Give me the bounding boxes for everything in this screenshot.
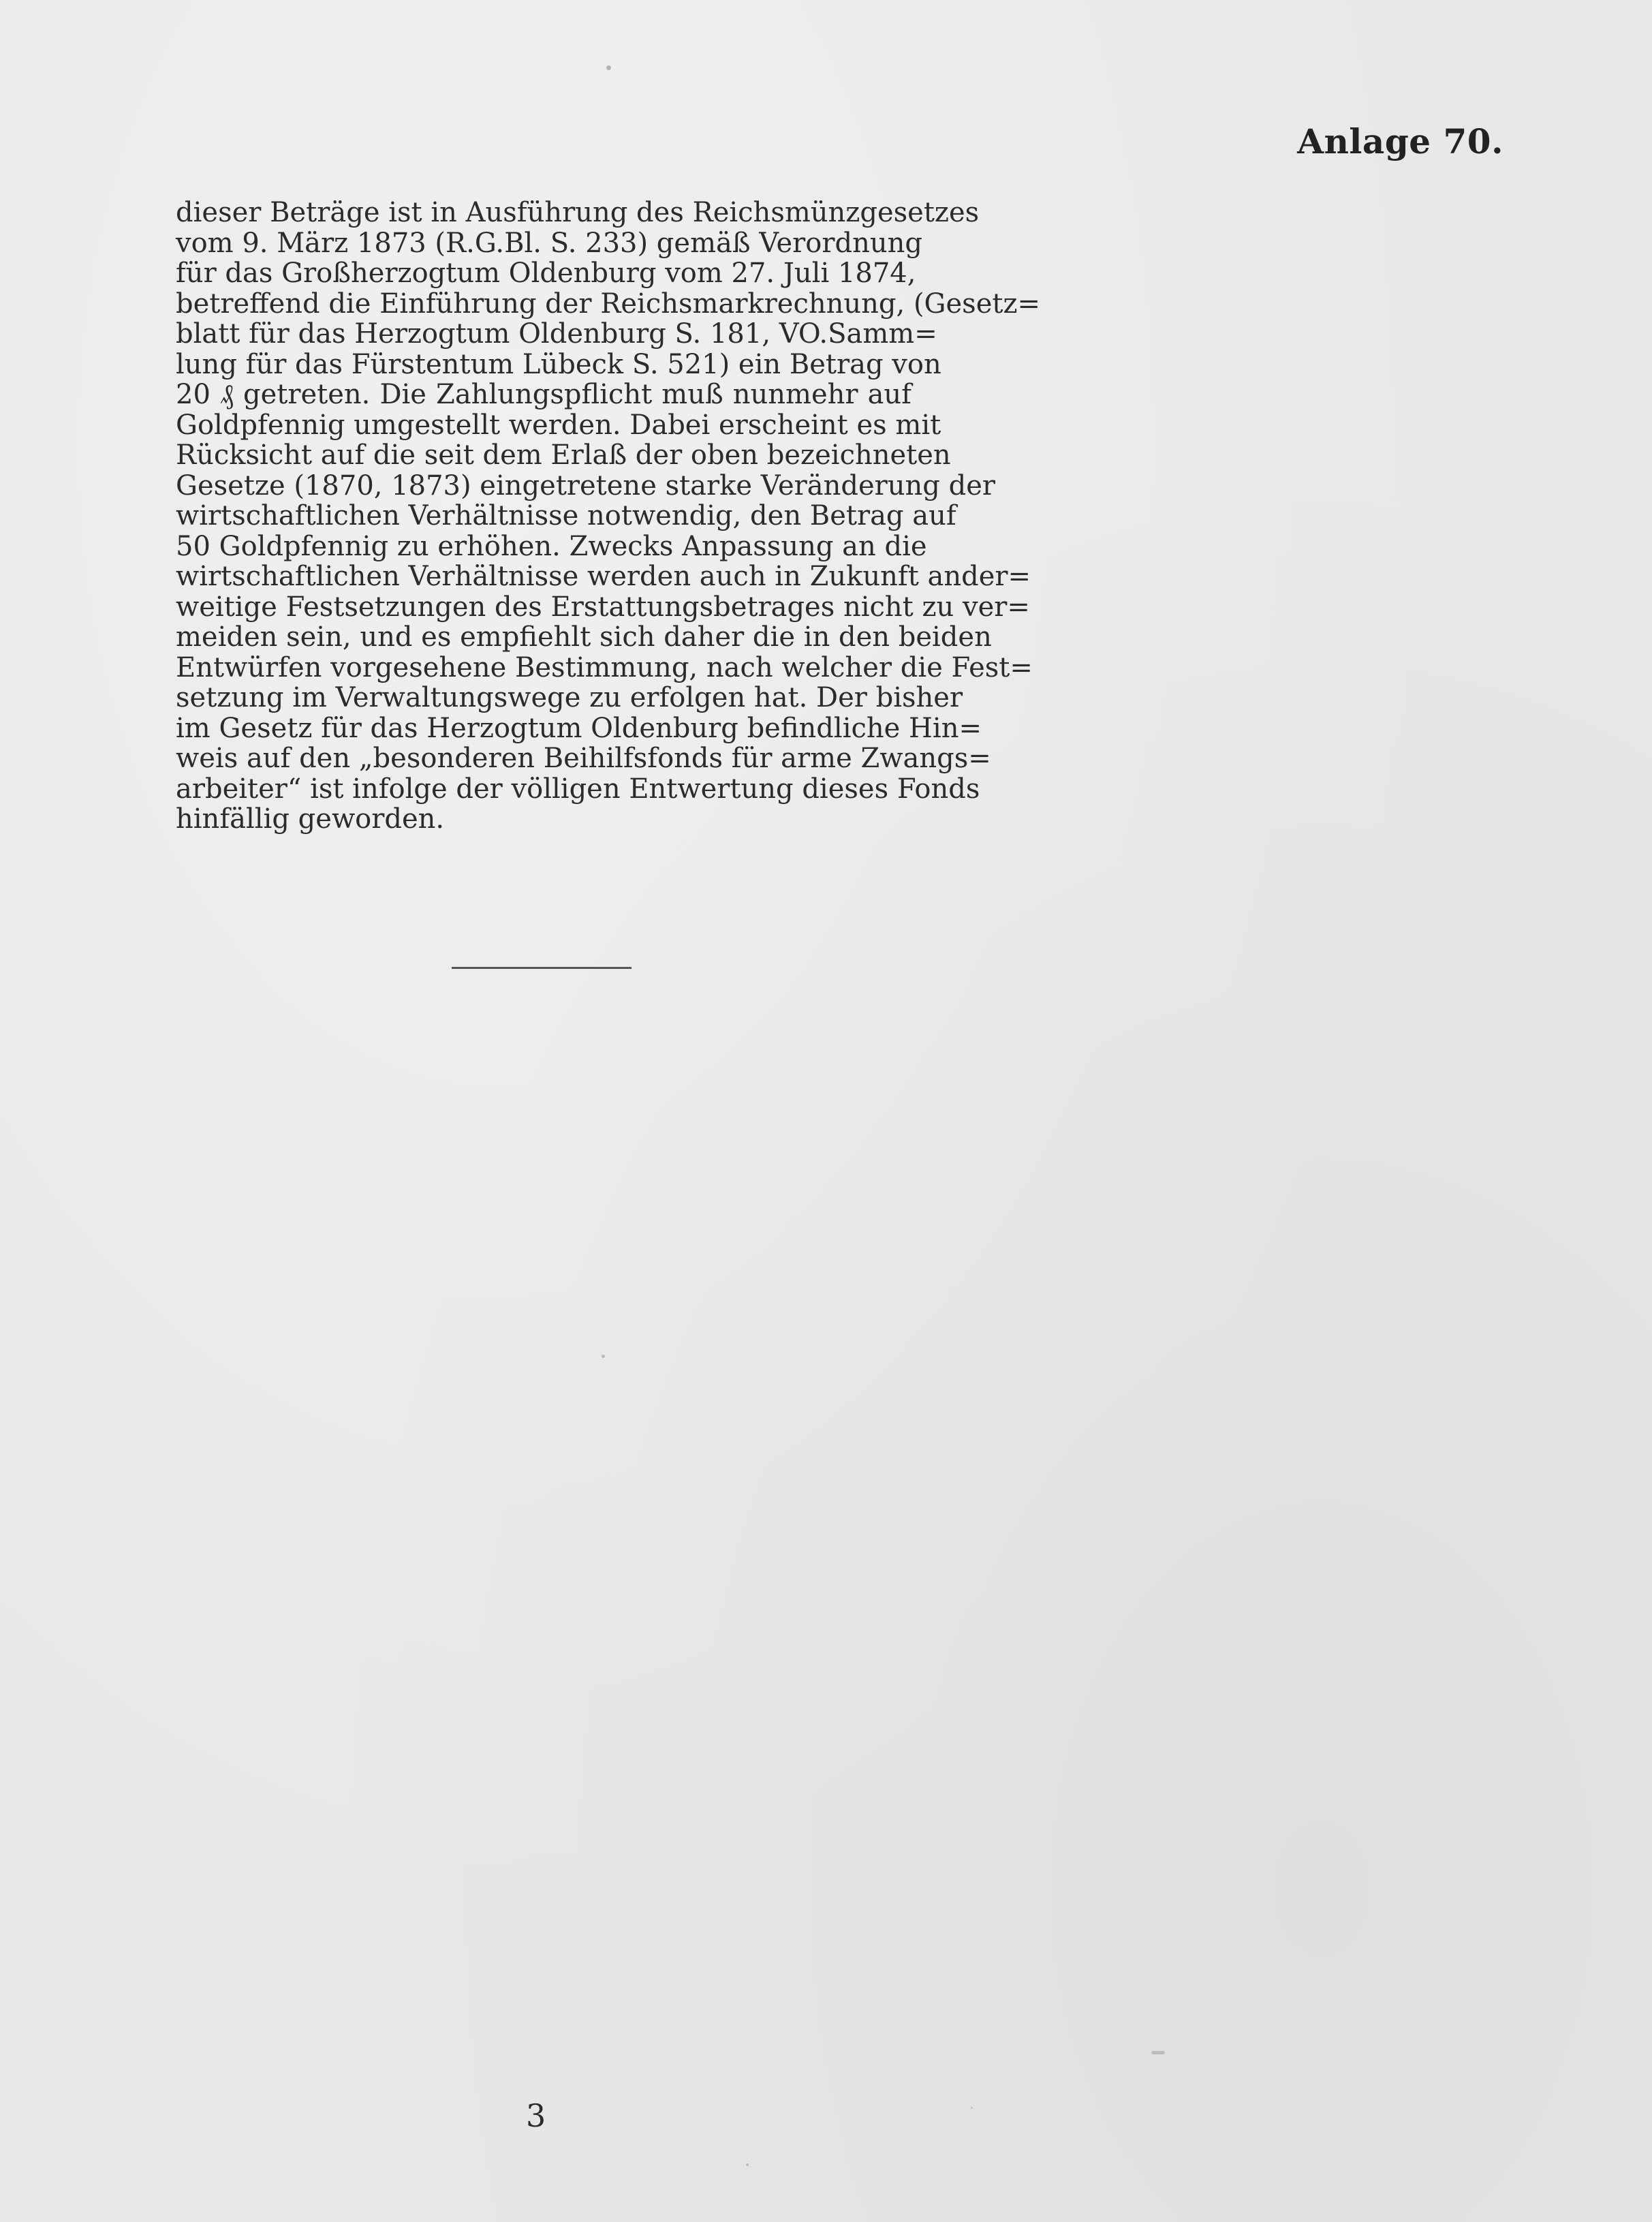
annex-label: Anlage 70. [1297,121,1503,161]
text-line: wirtschaftlichen Verhältnisse werden auch in Zukunft ander= [176,561,1031,592]
page-number: 3 [526,2097,546,2134]
text-line: Rücksicht auf die seit dem Erlaß der oben bezeichneten [176,439,951,471]
section-divider-rule [452,967,632,969]
text-line: Entwürfen vorgesehene Bestimmung, nach welcher die Fest= [176,651,1033,683]
text-line: hinfällig geworden. [176,803,445,835]
text-line: weis auf den „besonderen Beihilfsfonds für arme Zwangs= [176,743,991,774]
paper-speck [971,2107,973,2109]
text-line: Gesetze (1870, 1873) eingetretene starke Veränderung der [176,469,996,502]
text-line: setzung im Verwaltungswege zu erfolgen hat. Der bisher [176,682,963,713]
text-line: betreffend die Einführung der Reichsmarkrechnung, (Gesetz= [176,288,1041,320]
text-line: weitige Festsetzungen des Erstattungsbetrages nicht zu ver= [176,591,1030,623]
text-line: 50 Goldpfennig zu erhöhen. Zwecks Anpassung an die [176,530,927,562]
paper-speck [746,2163,749,2166]
paper-speck [602,1355,605,1358]
paper-speck [606,65,611,70]
text-line: 20 ₰ getreten. Die Zahlungspflicht muß nunmehr auf [176,379,911,410]
body-paragraph [176,197,1041,835]
text-line: vom 9. März 1873 (R.G.Bl. S. 233) gemäß Verordnung [176,227,922,259]
text-line: im Gesetz für das Herzogtum Oldenburg befindliche Hin= [176,712,982,744]
text-line: meiden sein, und es empfiehlt sich daher die in den beiden [176,621,992,653]
text-line: dieser Beträge ist in Ausführung des Reichsmünzgesetzes [176,197,980,228]
text-line: arbeiter“ ist infolge der völligen Entwertung dieses Fonds [176,773,980,805]
text-line: blatt für das Herzogtum Oldenburg S. 181, VO.Samm= [176,318,937,350]
text-line: lung für das Fürstentum Lübeck S. 521) ein Betrag von [176,348,941,380]
text-line: für das Großherzogtum Oldenburg vom 27. Juli 1874, [176,258,916,289]
text-line: Goldpfennig umgestellt werden. Dabei erscheint es mit [176,409,941,441]
text-line: wirtschaftlichen Verhältnisse notwendig, den Betrag auf [176,500,956,531]
paper-speck [1151,2051,1165,2054]
